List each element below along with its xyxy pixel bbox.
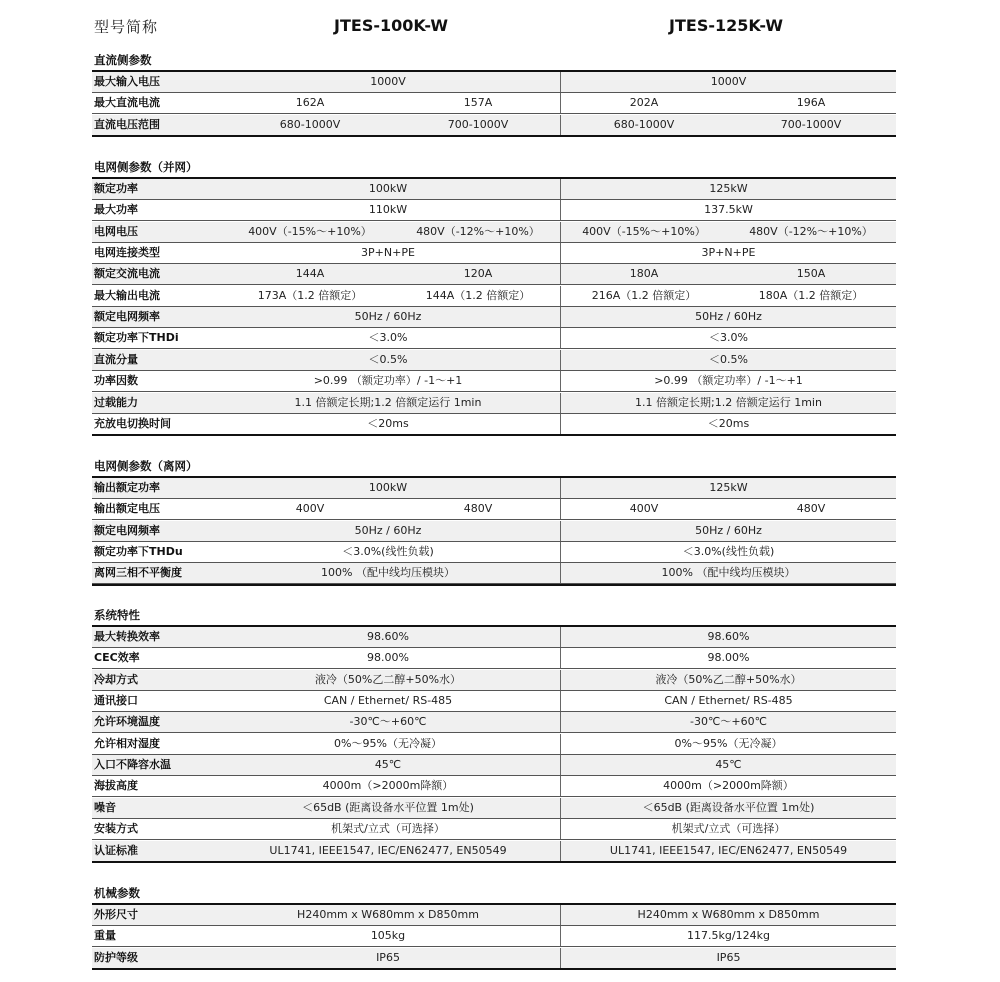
row-value: 480V [463, 502, 493, 515]
column-divider [560, 328, 561, 348]
table-row [92, 115, 896, 136]
row-value: 680-1000V [279, 118, 341, 131]
table-row [92, 627, 896, 648]
row-value: ＜65dB (距离设备水平位置 1m处) [302, 801, 474, 814]
column-divider [560, 414, 561, 434]
column-divider [560, 222, 561, 242]
section-bottom-rule [92, 584, 896, 586]
column-divider [560, 926, 561, 946]
row-label: 额定功率下THDu [94, 545, 183, 558]
row-value: 45℃ [715, 758, 742, 771]
table-row [92, 393, 896, 414]
row-value: 144A（1.2 倍额定） [425, 289, 531, 302]
row-label: 外形尺寸 [94, 908, 138, 921]
row-value: 50Hz / 60Hz [354, 524, 422, 537]
section-bottom-rule [92, 968, 896, 970]
table-row [92, 712, 896, 733]
column-divider [560, 72, 561, 92]
table-row [92, 307, 896, 328]
row-label: 海拔高度 [94, 779, 138, 792]
row-value: 1000V [370, 75, 406, 88]
table-row [92, 948, 896, 969]
row-value: 机架式/立式（可选择） [331, 822, 445, 835]
table-row [92, 819, 896, 840]
row-value: 4000m（>2000m降额） [663, 779, 794, 792]
table-row [92, 563, 896, 584]
column-divider [560, 200, 561, 220]
row-value: -30℃～+60℃ [349, 715, 427, 728]
table-row [92, 841, 896, 862]
row-label: 额定功率 [94, 182, 138, 195]
table-row [92, 243, 896, 264]
row-value: 180A（1.2 倍额定） [758, 289, 864, 302]
row-value: ＜3.0% [368, 331, 408, 344]
column-divider [560, 243, 561, 263]
row-value: 3P+N+PE [361, 246, 415, 259]
column-divider [560, 115, 561, 135]
row-value: 4000m（>2000m降额） [322, 779, 454, 792]
row-label: 入口不降容水温 [94, 758, 171, 771]
section-bottom-rule [92, 861, 896, 863]
row-value: 180A [629, 267, 659, 280]
row-value: 50Hz / 60Hz [695, 310, 762, 323]
row-value: -30℃～+60℃ [690, 715, 767, 728]
row-label: 冷却方式 [94, 673, 138, 686]
row-value: 125kW [709, 481, 748, 494]
row-label: 额定交流电流 [94, 267, 160, 280]
row-value: 98.00% [707, 651, 750, 664]
row-label: 最大功率 [94, 203, 138, 216]
section-title-system: 系统特性 [94, 608, 140, 622]
table-row [92, 371, 896, 392]
row-value: 202A [629, 96, 659, 109]
table-row [92, 776, 896, 797]
table-row [92, 798, 896, 819]
row-label: 额定功率下THDi [94, 331, 179, 344]
row-value: 480V（-12%～+10%） [416, 225, 540, 238]
row-label: 过载能力 [94, 396, 138, 409]
column-divider [560, 819, 561, 839]
column-divider [560, 542, 561, 562]
column-divider [560, 948, 561, 968]
row-value: 45℃ [374, 758, 402, 771]
row-value: 117.5kg/124kg [687, 929, 770, 942]
row-label: 最大转换效率 [94, 630, 160, 643]
table-row [92, 755, 896, 776]
column-divider [560, 264, 561, 284]
row-value: ＜0.5% [709, 353, 748, 366]
row-value: 98.60% [707, 630, 750, 643]
row-label: 最大直流电流 [94, 96, 160, 109]
table-row [92, 499, 896, 520]
column-divider [560, 179, 561, 199]
table-row [92, 350, 896, 371]
row-value: UL1741, IEEE1547, IEC/EN62477, EN50549 [269, 844, 507, 857]
row-label: 噪音 [94, 801, 116, 814]
row-value: 700-1000V [780, 118, 842, 131]
column-divider [560, 286, 561, 306]
table-row [92, 926, 896, 947]
row-label: 最大输出电流 [94, 289, 160, 302]
column-divider [560, 371, 561, 391]
table-row [92, 93, 896, 114]
row-label: 防护等级 [94, 951, 138, 964]
table-row [92, 648, 896, 669]
row-value: 100kW [368, 182, 408, 195]
row-label: 重量 [94, 929, 116, 942]
column-divider [560, 755, 561, 775]
column-divider [560, 905, 561, 925]
column-divider [560, 478, 561, 498]
row-value: 400V [629, 502, 659, 515]
row-value: 162A [295, 96, 325, 109]
table-row [92, 542, 896, 563]
row-value: 480V（-12%～+10%） [749, 225, 873, 238]
row-value: ＜20ms [707, 417, 750, 430]
row-value: 1.1 倍额定长期;1.2 倍额定运行 1min [635, 396, 822, 409]
row-value: CAN / Ethernet/ RS-485 [664, 694, 793, 707]
column-divider [560, 499, 561, 519]
row-value: ＜3.0%(线性负载) [342, 545, 434, 558]
row-label: CEC效率 [94, 651, 140, 664]
row-label: 电网连接类型 [94, 246, 160, 259]
row-value: H240mm x W680mm x D850mm [297, 908, 479, 921]
row-label: 输出额定功率 [94, 481, 160, 494]
table-row [92, 414, 896, 435]
row-value: 110kW [368, 203, 408, 216]
row-value: 50Hz / 60Hz [695, 524, 762, 537]
table-row [92, 328, 896, 349]
row-value: 1.1 倍额定长期;1.2 倍额定运行 1min [294, 396, 482, 409]
section-title-grid-off: 电网侧参数（离网） [94, 459, 198, 473]
row-label: 安装方式 [94, 822, 138, 835]
column-divider [560, 627, 561, 647]
row-value: 680-1000V [613, 118, 675, 131]
row-value: 98.60% [367, 630, 409, 643]
row-value: CAN / Ethernet/ RS-485 [323, 694, 453, 707]
table-row [92, 691, 896, 712]
column-divider [560, 712, 561, 732]
table-row [92, 905, 896, 926]
row-value: ＜20ms [367, 417, 409, 430]
row-value: 400V（-15%～+10%） [248, 225, 372, 238]
row-value: 50Hz / 60Hz [354, 310, 422, 323]
column-divider [560, 93, 561, 113]
table-row [92, 264, 896, 285]
row-value: 173A（1.2 倍额定） [257, 289, 363, 302]
table-row [92, 72, 896, 93]
section-title-mechanical: 机械参数 [94, 886, 140, 900]
column-divider [560, 798, 561, 818]
row-value: 125kW [709, 182, 748, 195]
row-value: 157A [463, 96, 493, 109]
column-divider [560, 393, 561, 413]
column-divider [560, 563, 561, 583]
table-row [92, 179, 896, 200]
row-value: UL1741, IEEE1547, IEC/EN62477, EN50549 [609, 844, 848, 857]
row-label: 功率因数 [94, 374, 138, 387]
row-value: ＜0.5% [368, 353, 408, 366]
column-divider [560, 521, 561, 541]
row-value: >0.99 （额定功率）/ -1～+1 [654, 374, 803, 387]
row-value: 105kg [370, 929, 406, 942]
row-label: 离网三相不平衡度 [94, 566, 182, 579]
column-divider [560, 350, 561, 370]
row-value: 液冷（50%乙二醇+50%水） [655, 673, 802, 686]
row-value: 216A（1.2 倍额定） [591, 289, 697, 302]
row-label: 允许环境温度 [94, 715, 160, 728]
row-value: 液冷（50%乙二醇+50%水） [314, 673, 462, 686]
table-row [92, 478, 896, 499]
table-row [92, 286, 896, 307]
table-row [92, 670, 896, 691]
row-value: 400V [295, 502, 325, 515]
row-label: 通讯接口 [94, 694, 138, 707]
row-value: H240mm x W680mm x D850mm [637, 908, 820, 921]
row-value: 1000V [710, 75, 747, 88]
row-label: 允许相对湿度 [94, 737, 160, 750]
section-bottom-rule [92, 434, 896, 436]
column-divider [560, 691, 561, 711]
section-bottom-rule [92, 135, 896, 137]
table-row [92, 734, 896, 755]
row-value: ＜3.0%(线性负载) [682, 545, 775, 558]
model-name-125k: JTES-125K-W [669, 16, 783, 35]
column-divider [560, 307, 561, 327]
row-label: 直流分量 [94, 353, 138, 366]
row-label: 输出额定电压 [94, 502, 160, 515]
row-value: IP65 [716, 951, 741, 964]
row-value: IP65 [376, 951, 400, 964]
table-row [92, 200, 896, 221]
row-value: 0%～95%（无冷凝） [334, 737, 442, 750]
row-value: 137.5kW [704, 203, 753, 216]
row-label: 认证标准 [94, 844, 138, 857]
model-name-100k: JTES-100K-W [334, 16, 448, 35]
row-label: 最大输入电压 [94, 75, 160, 88]
row-label: 电网电压 [94, 225, 138, 238]
section-title-grid-on: 电网侧参数（并网） [94, 160, 198, 174]
column-divider [560, 648, 561, 668]
row-label: 充放电切换时间 [94, 417, 171, 430]
row-value: ＜3.0% [709, 331, 748, 344]
row-value: 100% （配中线均压模块） [321, 566, 455, 579]
column-divider [560, 776, 561, 796]
row-value: 144A [295, 267, 325, 280]
row-value: 480V [796, 502, 826, 515]
row-label: 额定电网频率 [94, 524, 160, 537]
column-divider [560, 841, 561, 861]
row-value: 196A [796, 96, 826, 109]
row-value: 150A [796, 267, 826, 280]
row-value: ＜65dB (距离设备水平位置 1m处) [642, 801, 815, 814]
row-value: 机架式/立式（可选择） [671, 822, 786, 835]
column-divider [560, 734, 561, 754]
row-value: 98.00% [367, 651, 409, 664]
table-row [92, 521, 896, 542]
row-value: 100kW [368, 481, 408, 494]
row-value: >0.99 （额定功率）/ -1～+1 [313, 374, 463, 387]
row-value: 3P+N+PE [701, 246, 756, 259]
table-row [92, 222, 896, 243]
row-label: 额定电网频率 [94, 310, 160, 323]
row-label: 直流电压范围 [94, 118, 160, 131]
row-value: 100% （配中线均压模块） [661, 566, 796, 579]
model-label: 型号简称 [94, 18, 159, 36]
row-value: 700-1000V [447, 118, 509, 131]
column-divider [560, 670, 561, 690]
row-value: 120A [463, 267, 493, 280]
row-value: 0%～95%（无冷凝） [674, 737, 783, 750]
section-title-dc-side: 直流侧参数 [94, 53, 152, 67]
row-value: 400V（-15%～+10%） [582, 225, 706, 238]
